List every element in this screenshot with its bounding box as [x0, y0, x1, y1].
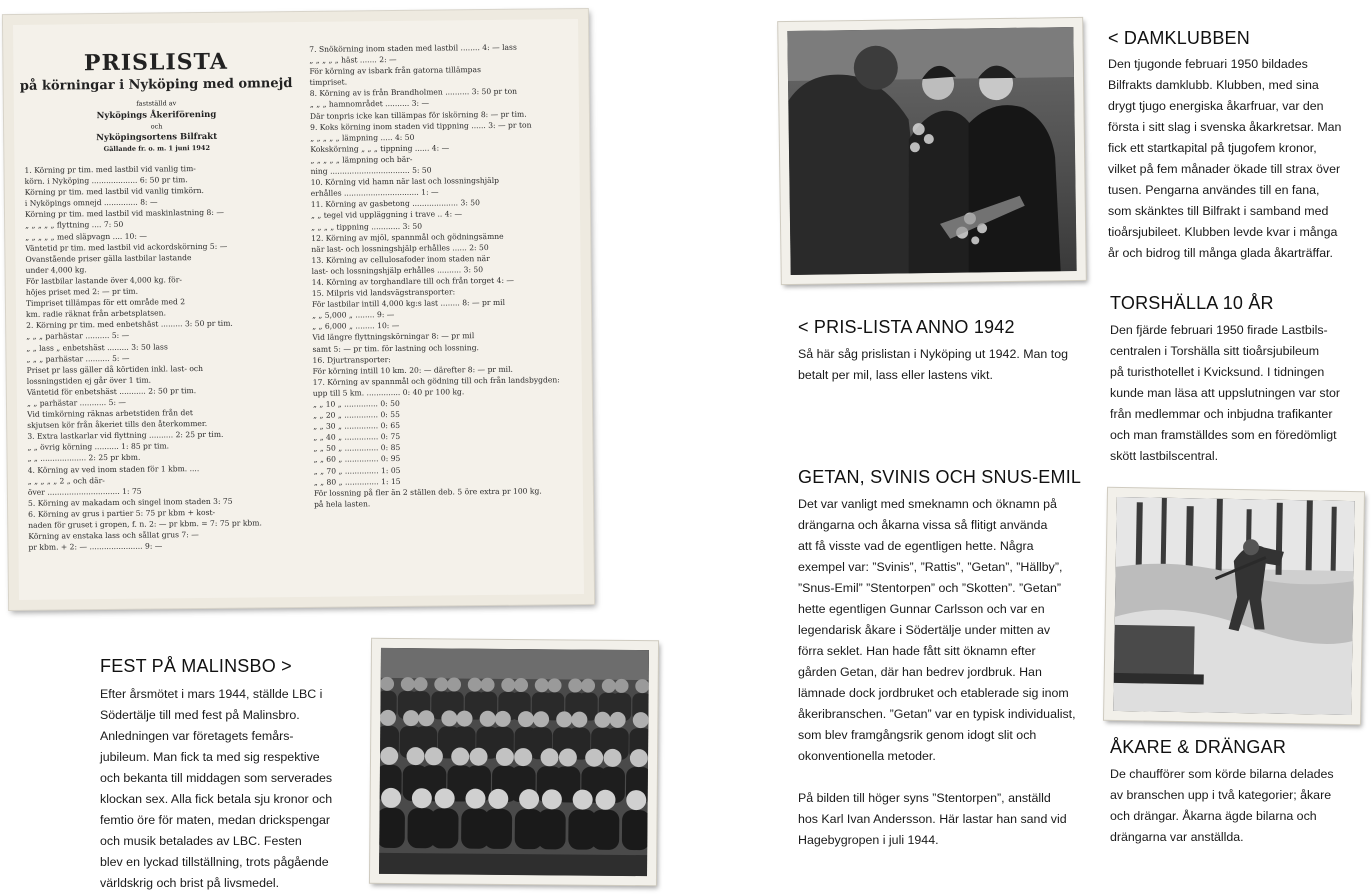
body-line: och musik betalades av LBC. Festen: [100, 834, 302, 848]
price-list-line: „ „ „ parhästar .......... 5: —: [26, 331, 130, 342]
price-list-line: Priset pr lass gäller då körtiden inkl. last- och: [26, 363, 204, 375]
price-list-line: För lossning på fler än 2 ställen deb. 5 öre extra pr 100 kg.: [313, 486, 542, 498]
price-list-line: km. radie räknat från arbetsplatsen.: [25, 308, 167, 320]
price-list-line: naden för gruset i gropen, f. n. 2: — pr kbm. = 7: 75 pr kbm.: [28, 518, 262, 530]
price-list-line: Kokskörning „ „ „ tippning ...... 4: —: [310, 143, 450, 154]
price-list-line: „ „ 6,000 „ ........ 10: —: [312, 321, 400, 332]
price-list-line: skjutsen kör från åkeriet tills den återkommer.: [27, 419, 208, 431]
body-line: som skänktes till Bilfrakt i samband med: [1108, 204, 1329, 218]
price-list-line: i Nyköpings omnejd .............. 8: —: [24, 197, 158, 209]
akare-body: [1110, 764, 1365, 848]
price-list-line: 10. Körning vid hamn när last och lossningshjälp: [310, 176, 500, 187]
fest-body: [100, 684, 350, 894]
body-line: drängarna och åkarna vissa så flitigt använda: [798, 518, 1048, 532]
price-list-line: 16. Djurtransporter:: [312, 354, 391, 365]
body-line: Anledningen var företagets femårs-: [100, 729, 294, 743]
body-line: gården Getan, där han bedrev jordbruk. Han: [798, 665, 1042, 679]
body-line: betalt per mil, lass eller lastens vikt.: [798, 368, 993, 382]
price-list-line: Väntetid pr tim. med lastbil vid ackordskörning 5: —: [25, 241, 228, 253]
price-list-line: 17. Körning av spannmål och gödning till och från landsbygden:: [312, 375, 560, 387]
price-list-line: För lastbilar lastande över 4,000 kg. för-: [25, 275, 182, 286]
price-list-line: „ „ 60 „ .............. 0: 95: [313, 454, 401, 465]
price-list-line: pr kbm. + 2: — ...................... 9: —: [28, 541, 163, 553]
price-list-line: 15. Milpris vid landsvägstransporter:: [311, 287, 456, 298]
body-line: förra seklet. Han hade fått sitt öknamn efter: [798, 644, 1036, 658]
price-list-line: Körning av enstaka lass och sållat grus 7: —: [28, 530, 199, 541]
body-line: Så här såg prislistan i Nyköping ut 1942. Man tog: [798, 347, 1068, 361]
body-line: av branschen upp i två kategorier; åkare: [1110, 788, 1332, 802]
price-list-line: 9. Koks körning inom staden vid tippning ...... 3: — pr ton: [310, 120, 532, 132]
price-list-scan: [3, 9, 594, 610]
body-line: centralen i Torshälla sitt tioårsjubileum: [1110, 344, 1320, 358]
price-list-line: „ „ „ hamnområdet .......... 3: —: [309, 99, 430, 110]
price-list-line: „ „ „ parhästar .......... 5: —: [26, 353, 130, 364]
getan-heading: GETAN, SVINIS OCH SNUS-EMIL: [798, 467, 1082, 487]
price-list-line: För körning av isbark från gatorna tillämpas: [309, 65, 481, 77]
price-list-line: Körning pr tim. med lastbil vid vanlig timkörn.: [24, 186, 205, 198]
body-line: ”Snus-Emil” ”Stentorpen” och ”Skotten”. ”Getan”: [798, 581, 1062, 595]
price-list-line: över .............................. 1: 75: [27, 486, 142, 497]
price-list-line: „ „ „ „ tippning ............ 3: 50: [311, 221, 423, 232]
price-list-line: Körning pr tim. med lastbil vid maskinlastning 8: —: [24, 208, 224, 220]
price-list-line: För körning intill 10 km. 20: — därefter 8: — pr mil.: [312, 364, 513, 376]
body-line: Den tjugonde februari 1950 bildades: [1108, 57, 1308, 71]
photo-fest: [370, 639, 658, 885]
price-list-line: 6. Körning av grus i partier 5: 75 pr kbm + kost-: [28, 507, 216, 519]
body-line: och drängar. Åkarna ägde bilarna och: [1110, 809, 1317, 823]
price-list-line: „ „ tegel vid uppläggning i trave .. 4: —: [310, 209, 463, 221]
body-line: tioårsjubileet. Klubben levde kvar i många: [1108, 225, 1338, 239]
photo-damklubben-image: [787, 27, 1076, 275]
body-line: Efter årsmötet i mars 1944, ställde LBC i: [100, 687, 323, 701]
body-line: legendarisk åkare i Södertälje under mitten av: [798, 623, 1051, 637]
price-list-line: Ovanstående priser gälla lastbilar lastande: [25, 252, 192, 264]
price-list-line: „ „ „ „ „ häst ....... 2: —: [309, 55, 397, 65]
body-line: Det var vanligt med smeknamn och öknamn på: [798, 497, 1057, 511]
price-list-line: last- och lossningshjälp erhålles .......... 3: 50: [311, 264, 484, 276]
price-list-line: „ „ ................... 2: 25 pr kbm.: [27, 453, 141, 464]
photo-fest-image: [379, 648, 649, 876]
photo-stentorpen-image: [1113, 497, 1355, 715]
price-list-line: 1. Körning pr tim. med lastbil vid vanlig tim-: [24, 164, 196, 175]
body-line: vilket på fem månader ökade till strax över: [1108, 162, 1341, 176]
fest-heading: FEST PÅ MALINSBO >: [100, 656, 292, 676]
price-list-line: Väntetid för enbetshäst ........... 2: 50 pr tim.: [26, 385, 197, 397]
body-line: på turisthotellet i Kvicksund. I tidningen: [1110, 365, 1325, 379]
price-list-line: „ „ parhästar ........... 5: —: [26, 397, 127, 408]
body-line: fick ett startkapital på tjugofem kronor,: [1108, 141, 1317, 155]
price-list-title: PRISLISTA: [83, 48, 228, 77]
price-list-line: „ „ „ „ „ lämpning ..... 4: 50: [310, 132, 415, 143]
body-line: åkeribranschen. ”Getan” var en typisk individualist,: [798, 707, 1076, 721]
price-list-line: 12. Körning av mjöl, spannmål och gödningsämne: [311, 231, 504, 243]
damklubben-body: [1108, 54, 1363, 264]
price-list-issuer-2: och: [150, 122, 163, 131]
price-list-line: „ „ lass „ enbetshäst ......... 3: 50 lass: [26, 341, 168, 353]
price-list-paper: [13, 19, 584, 600]
price-list-line: när last- och lossningshjälp erhålles ...... 2: 50: [311, 242, 489, 254]
price-list-line: 2. Körning pr tim. med enbetshäst ......... 3: 50 pr tim.: [26, 319, 233, 331]
price-list-line: „ „ „ „ „ flyttning .... 7: 50: [25, 220, 124, 231]
price-list-left-column: [24, 162, 308, 553]
price-list-line: „ „ 80 „ .............. 1: 15: [313, 476, 401, 487]
price-list-line: upp till 5 km. .............. 0: 40 pr 100 kg.: [312, 387, 465, 398]
price-list-line: „ „ 20 „ .............. 0: 55: [313, 410, 400, 420]
price-list-line: „ „ 10 „ .............. 0: 50: [312, 398, 400, 409]
body-line: klockan sex. Alla fick betala sju kronor och: [100, 792, 333, 806]
akare-heading: ÅKARE & DRÄNGAR: [1110, 737, 1287, 757]
price-list-line: körn. i Nyköping ................... 6: 50 pr tim.: [24, 175, 188, 186]
price-list-line: ning ................................. 5: 50: [310, 165, 432, 176]
body-line: kunde man läsa att uppslutningen var stor: [1110, 386, 1341, 400]
price-list-line: Vid längre flyttningskörningar 8: — pr mil: [312, 331, 475, 343]
price-list-line: på hela lasten.: [313, 499, 371, 509]
body-line: jubileum. Man fick ta med sig respektive: [100, 750, 320, 764]
price-list-line: Där tonpris icke kan tillämpas för iskörning 8: — pr tim.: [309, 109, 527, 121]
prislista-body: [798, 344, 1088, 386]
body-line: drängarna var anställda.: [1110, 830, 1244, 844]
body-line: första i sitt slag i svenska åkarkretsar. Man: [1108, 120, 1342, 134]
body-line: okonventionella metoder.: [798, 749, 936, 763]
price-list-line: 11. Körning av gasbetong ................... 3: 50: [310, 198, 481, 210]
price-list-line: „ „ „ „ „ med släpvagn .... 10: —: [25, 231, 147, 242]
price-list-issuer-3: Nyköpingsortens Bilfrakt: [96, 131, 218, 144]
price-list-line: „ „ 30 „ .............. 0: 65: [313, 421, 401, 432]
price-list-line: „ „ „ „ „ lämpning och bär-: [310, 154, 413, 165]
price-list-line: 8. Körning av is från Brandholmen .......... 3: 50 pr ton: [309, 87, 518, 99]
body-line: att få visste vad de egentligen hette. Några: [798, 539, 1034, 553]
price-list-line: under 4,000 kg.: [25, 265, 87, 275]
price-list-issuer-1: Nyköpings Åkeriförening: [96, 109, 217, 122]
price-list-line: 5. Körning av makadam och singel inom staden 3: 75: [27, 496, 233, 508]
price-list-line: För lastbilar intill 4,000 kg:s last ........ 8: — pr mil: [311, 297, 506, 310]
body-line: år och bidrog till många glada åkarträffar.: [1108, 246, 1333, 260]
body-line: blev en lyckad tillställning, trots pågående: [100, 855, 329, 869]
body-line: tusen. Pengarna användes till en fana,: [1108, 183, 1320, 197]
torshalla-heading: TORSHÄLLA 10 ÅR: [1110, 293, 1274, 313]
price-list-issuer-0: fastställd av: [136, 99, 177, 108]
price-list-line: „ „ 5,000 „ ........ 9: —: [312, 310, 395, 321]
price-list-line: samt 5: — pr tim. för lastning och lossning.: [312, 342, 479, 354]
price-list-line: timpriset.: [309, 77, 348, 88]
body-line: skött lastbilscentral.: [1110, 449, 1219, 463]
body-line: Södertälje till med fest på Malinsbro.: [100, 708, 300, 722]
price-list-issuer-4: Gällande fr. o. m. 1 juni 1942: [103, 143, 210, 154]
damklubben-heading: < DAMKLUBBEN: [1108, 28, 1250, 48]
body-line: exempel var: ”Svinis”, ”Rattis”, ”Getan”, ”Hällby”,: [798, 560, 1063, 574]
price-list-line: „ „ „ „ „ 2 „ och där-: [27, 475, 105, 486]
body-line: lämnade dock jordbruket och etablerade sig inom: [798, 686, 1069, 700]
price-list-line: „ „ 50 „ .............. 0: 85: [313, 443, 401, 454]
price-list-line: erhålles ............................... 1: —: [310, 187, 439, 199]
torshalla-body: [1110, 320, 1365, 467]
body-line: som blev framgångsrik genom idogt slit och: [798, 728, 1037, 742]
photo-damklubben: [778, 18, 1086, 284]
price-list-subtitle: på körningar i Nyköping med omnejd: [19, 76, 293, 94]
price-list-line: 13. Körning av cellulosafoder inom staden när: [311, 253, 490, 265]
body-line: På bilden till höger syns ”Stentorpen”, anställd: [798, 791, 1051, 805]
price-list-line: 3. Extra lastkarlar vid flyttning .......... 2: 25 pr tim.: [27, 430, 224, 442]
body-line: hette egentligen Gunnar Carlsson och var en: [798, 602, 1045, 616]
price-list-line: Timpriset tillämpas för ett område med 2: [25, 297, 186, 308]
price-list-line: höjes priset med 2: — pr tim.: [25, 286, 139, 297]
price-list-line: „ „ 40 „ .............. 0: 75: [313, 432, 401, 443]
body-line: och bekanta till middagen som serverades: [100, 771, 333, 785]
price-list-line: Vid timkörning räknas arbetstiden från det: [27, 408, 193, 419]
body-line: femtio öre för maten, medan drickspengar: [100, 813, 331, 827]
body-line: Bilfrakts damklubb. Klubben, med sina: [1108, 78, 1319, 92]
body-line: drygt tjugo energiska åkarfruar, var den: [1108, 99, 1324, 113]
price-list-line: 7. Snökörning inom staden med lastbil ........ 4: — lass: [309, 42, 517, 54]
price-list-line: 14. Körning av torghandlare till och från torget 4: —: [311, 275, 515, 287]
body-line: Den fjärde februari 1950 firade Lastbils-: [1110, 323, 1328, 337]
prislista-heading: < PRIS-LISTA ANNO 1942: [798, 317, 1015, 337]
body-line: från medlemmar och inbjudna trafikanter: [1110, 407, 1333, 421]
price-list-line: lossningstiden ej går över 1 tim.: [26, 375, 152, 386]
price-list-line: 4. Körning av ved inom staden för 1 kbm. ....: [27, 463, 200, 475]
price-list-line: „ „ övrig körning .......... 1: 85 pr tim.: [27, 441, 170, 453]
body-line: och man framställdes som en föredömligt: [1110, 428, 1337, 442]
body-line: De chaufförer som körde bilarna delades: [1110, 767, 1334, 781]
body-line: världskrig och brist på livsmedel.: [100, 876, 280, 890]
price-list-right-column: [309, 41, 586, 510]
photo-stentorpen: [1104, 488, 1364, 724]
body-line: Hagebygropen i juli 1944.: [798, 833, 939, 847]
body-line: hos Karl Ivan Andersson. Här lastar han sand vid: [798, 812, 1067, 826]
price-list-line: „ „ 70 „ .............. 1: 05: [313, 465, 401, 476]
getan-body: [798, 494, 1088, 851]
